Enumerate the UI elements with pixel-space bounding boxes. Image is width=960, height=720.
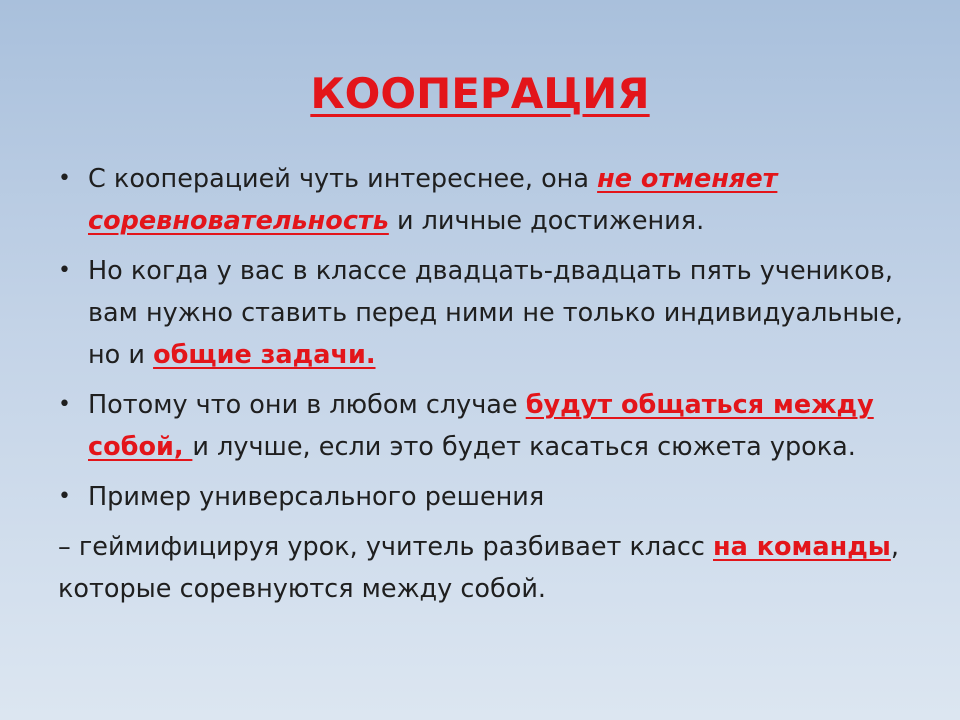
- bullet-dot-icon: •: [58, 258, 71, 283]
- bullet-text: и лучше, если это будет касаться сюжета урока.: [192, 432, 856, 462]
- bullet-item: [58, 384, 918, 468]
- bullet-item: [58, 250, 918, 376]
- bullet-text: Пример универсального решения: [88, 482, 545, 512]
- bullet-text: и личные достижения.: [388, 206, 705, 236]
- bullet-item: [58, 158, 918, 242]
- bullet-text: С кооперацией чуть интереснее, она: [88, 164, 598, 194]
- closing-line: [58, 526, 918, 610]
- slide-content: [58, 158, 918, 610]
- highlight-teams: на команды: [713, 532, 891, 562]
- bullet-item: [58, 476, 918, 518]
- highlight-communicate: будут общаться между собой,: [88, 390, 874, 462]
- closing-text: – геймифицируя урок, учитель разбивает класс: [58, 532, 713, 562]
- bullet-text: Потому что они в любом случае: [88, 390, 526, 420]
- bullet-dot-icon: •: [58, 392, 71, 417]
- bullet-dot-icon: •: [58, 484, 71, 509]
- slide-title: КООПЕРАЦИЯ: [310, 69, 650, 118]
- bullet-dot-icon: •: [58, 166, 71, 191]
- highlight-common-tasks: общие задачи.: [153, 340, 376, 370]
- highlight-no-cancel-competition: не отменяет соревновательность: [88, 164, 778, 236]
- bullet-text: Но когда у вас в классе двадцать-двадцать пять учеников, вам нужно ставить перед ними не только индивидуальные, но и: [88, 256, 904, 370]
- closing-text: , которые соревнуются между собой.: [58, 532, 899, 604]
